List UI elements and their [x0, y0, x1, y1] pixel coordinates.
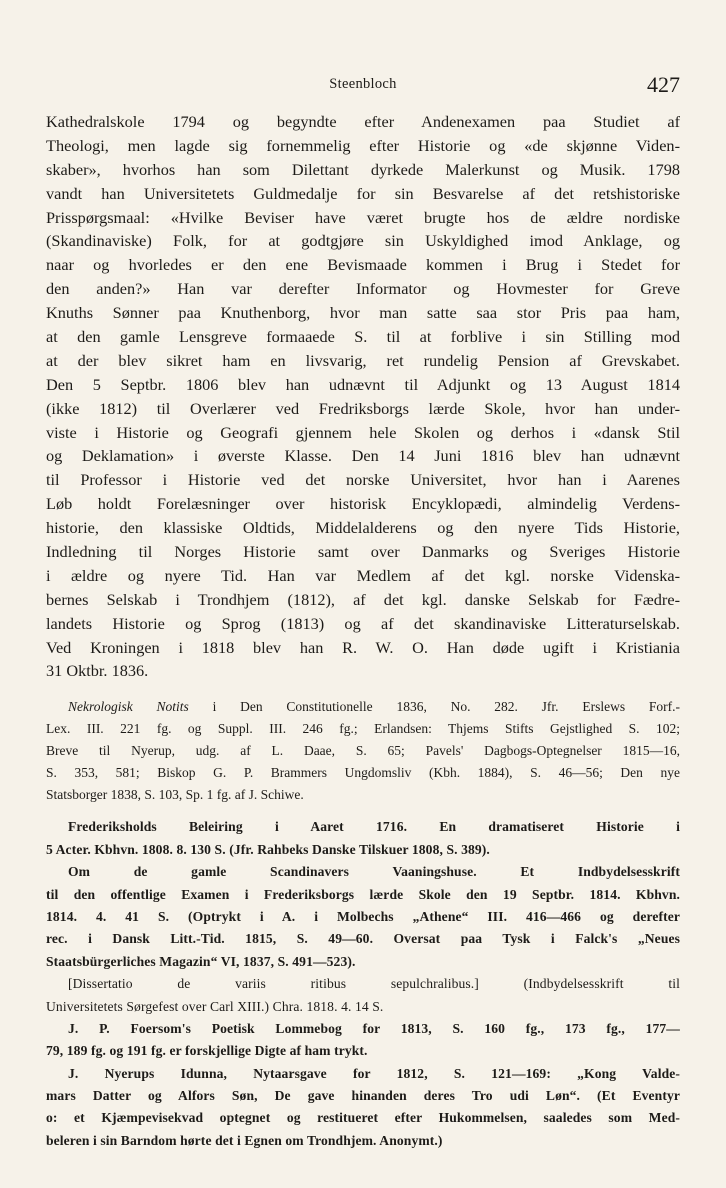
- entry-line: [Dissertatio de variis ritibus sepulchralibus.] (Indbydelsesskrift til: [68, 976, 680, 992]
- bibliography-entry: [46, 861, 680, 973]
- entry-line: 1814. 4. 41 S. (Optrykt i A. i Molbechs „Athene“ III. 416—466 og derefter: [46, 908, 680, 924]
- source-title: Nekrologisk Notits: [68, 699, 189, 715]
- reference-line: Lex. III. 221 fg. og Suppl. III. 246 fg.; Erlandsen: Thjems Stifts Gejstlighed S. 102;: [46, 721, 680, 737]
- reference-line: S. 353, 581; Biskop G. P. Brammers Ungdomsliv (Kbh. 1884), S. 46—56; Den nye: [46, 765, 680, 781]
- entry-line: Universitetets Sørgefest over Carl XIII.) Chra. 1818. 4. 14 S.: [46, 998, 384, 1014]
- text-line: i ældre og nyere Tid. Han var Medlem af det kgl. norske Videnska-: [46, 565, 680, 585]
- text-line: skaber», hvorhos han som Dilettant dyrkede Malerkunst og Musik. 1798: [46, 159, 680, 179]
- bibliography-entry: [46, 1018, 680, 1063]
- running-head: Steenbloch: [329, 76, 397, 92]
- entry-line: Om de gamle Scandinavers Vaaningshuse. Et Indbydelsesskrift: [68, 864, 680, 880]
- text-line: (ikke 1812) til Overlærer ved Fredriksborgs lærde Skole, hvor han under-: [46, 398, 680, 418]
- entry-line: J. Nyerups Idunna, Nytaarsgave for 1812, S. 121—169: „Kong Valde-: [68, 1065, 680, 1081]
- entry-line: Staatsbürgerliches Magazin“ VI, 1837, S. 491—523).: [46, 953, 356, 969]
- entry-line: o: et Kjæmpevisekvad optegnet og restitueret efter Hukommelsen, saaledes som Med-: [46, 1110, 680, 1126]
- text-line: landets Historie og Sprog (1813) og af det skandinaviske Litteraturselskab.: [46, 613, 680, 633]
- text-line: Indledning til Norges Historie samt over Danmarks og Sveriges Historie: [46, 542, 680, 562]
- entry-line: J. P. Foersom's Poetisk Lommebog for 1813, S. 160 fg., 173 fg., 177—: [68, 1020, 680, 1036]
- text-line: vandt han Universitetets Guldmedalje for sin Besvarelse af det retshistoriske: [46, 183, 680, 203]
- text-line: til Professor i Historie ved det norske Universitet, hvor han i Aarenes: [46, 470, 680, 490]
- text-line: Den 5 Septbr. 1806 blev han udnævnt til Adjunkt og 13 August 1814: [46, 374, 680, 394]
- text-line: Theologi, men lagde sig fornemmelig efter Historie og «de skjønne Viden-: [46, 135, 680, 155]
- text-line: viste i Historie og Geografi gjennem hele Skolen og derhos i «dansk Stil: [46, 422, 680, 442]
- text-line: Prisspørgsmaal: «Hvilke Beviser have været brugte hos de ældre nordiske: [46, 207, 680, 227]
- entry-line: til den offentlige Examen i Frederiksborgs lærde Skole den 19 Septbr. 1814. Kbhvn.: [46, 886, 680, 902]
- text-line: den anden?» Han var derefter Informator og Hovmester for Greve: [46, 279, 680, 299]
- biography-paragraph: [46, 110, 680, 683]
- entry-line: mars Datter og Alfors Søn, De gave hinanden deres Tro udi Løn“. (Et Eventyr: [46, 1088, 680, 1104]
- page-body: [46, 110, 680, 1152]
- entry-line: Frederiksholds Beleiring i Aaret 1716. En dramatiseret Historie i: [68, 819, 680, 835]
- entry-line: rec. i Dansk Litt.-Tid. 1815, S. 49—60. Oversat paa Tysk i Falck's „Neues: [46, 931, 680, 947]
- entry-line: 5 Acter. Kbhvn. 1808. 8. 130 S. (Jfr. Rahbeks Danske Tilskuer 1808, S. 389).: [46, 841, 490, 857]
- text-line: og Deklamation» i øverste Klasse. Den 14 Juni 1816 blev han udnævnt: [46, 446, 680, 466]
- text-line: Kathedralskole 1794 og begyndte efter Andenexamen paa Studiet af: [46, 112, 680, 131]
- text-line: Knuths Sønner paa Knuthenborg, hvor man satte saa stor Pris paa ham,: [46, 303, 680, 323]
- text-line: Løb holdt Forelæsninger over historisk Encyklopædi, almindelig Verdens-: [46, 494, 680, 514]
- reference-line: Statsborger 1838, S. 103, Sp. 1 fg. af J. Schiwe.: [46, 787, 304, 803]
- bibliography-entry: [46, 816, 680, 861]
- page-number: 427: [647, 72, 680, 97]
- reference-text: i Den Constitutionelle 1836, No. 282. Jfr. Erslews Forf.-: [188, 699, 680, 715]
- entry-line: 79, 189 fg. og 191 fg. er forskjellige Digte af ham trykt.: [46, 1043, 368, 1059]
- entry-line: beleren i sin Barndom hørte det i Egnen om Trondhjem. Anonymt.): [46, 1132, 443, 1148]
- source-references: [46, 696, 680, 806]
- bibliography-entry: [46, 1063, 680, 1153]
- text-line: historie, den klassiske Oldtids, Middelalderens og den nyere Tids Historie,: [46, 518, 680, 538]
- bibliography: [46, 816, 680, 1152]
- text-line: (Skandinaviske) Folk, for at godtgjøre sin Uskyldighed imod Anklage, og: [46, 231, 680, 251]
- text-line: naar og hvorledes er den ene Bevismaade kommen i Brug i Stedet for: [46, 255, 680, 275]
- bibliography-entry: [46, 973, 680, 1018]
- reference-line: [46, 696, 680, 718]
- text-line: bernes Selskab i Trondhjem (1812), af det kgl. danske Selskab for Fædre-: [46, 589, 680, 609]
- text-line: Ved Kroningen i 1818 blev han R. W. O. Han døde ugift i Kristiania: [46, 637, 680, 657]
- text-line: at den gamle Lensgreve formaaede S. til at forblive i sin Stilling mod: [46, 327, 680, 347]
- reference-line: Breve til Nyerup, udg. af L. Daae, S. 65; Pavels' Dagbogs-Optegnelser 1815—16,: [46, 743, 680, 759]
- page-header: [46, 72, 680, 102]
- text-line: at der blev sikret ham en livsvarig, ret rundelig Pension af Grevskabet.: [46, 350, 680, 370]
- text-line: 31 Oktbr. 1836.: [46, 661, 149, 681]
